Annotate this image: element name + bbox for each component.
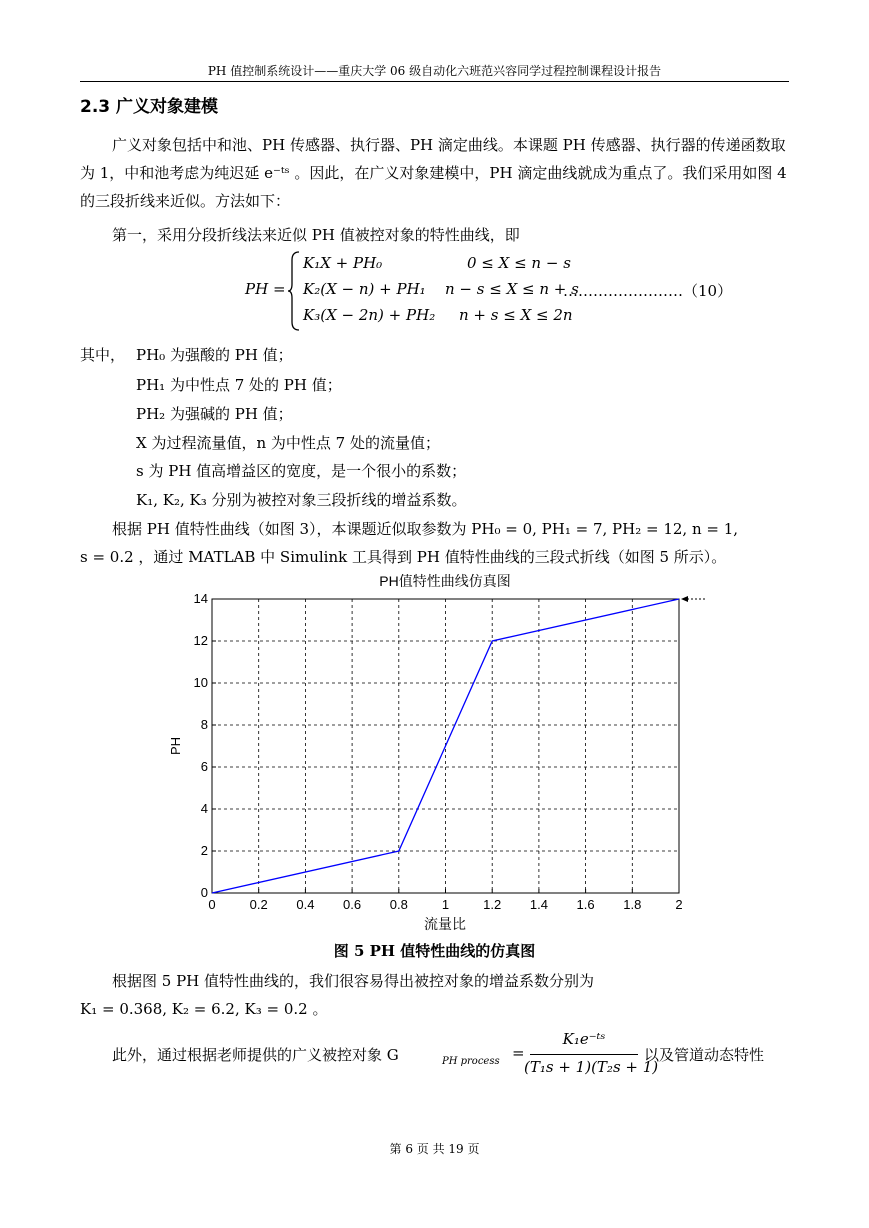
equation-row-3-cond: n + s ≤ X ≤ 2n bbox=[459, 306, 573, 324]
header-rule bbox=[80, 81, 789, 82]
x-tick-label: 0.6 bbox=[343, 897, 362, 912]
y-tick-label: 14 bbox=[193, 591, 208, 606]
where-item-s: s 为 PH 值高增益区的宽度，是一个很小的系数； bbox=[136, 462, 467, 480]
paragraph-intro: 广义对象包括中和池、PH 传感器、执行器、PH 滴定曲线。本课题 PH 传感器、执行器的传递函数取为 1，中和池考虑为纯迟延 e⁻ᵗˢ 。因此，在广义对象建模中，PH 滴定曲线就成为重点了。我们采用如图 4 的三段折线来近似。方法如下： bbox=[80, 136, 787, 210]
where-item-ph1: PH₁ 为中性点 7 处的 PH 值； bbox=[136, 376, 342, 394]
paragraph-gains-line1: 根据图 5 PH 值特性曲线的，我们很容易得出被控对象的增益系数分别为 bbox=[112, 972, 595, 990]
equation-number: ……………………（10） bbox=[563, 282, 733, 300]
ph-characteristic-chart bbox=[160, 566, 720, 936]
equation-lhs: PH = bbox=[245, 280, 286, 298]
y-tick-label: 12 bbox=[193, 633, 208, 648]
paragraph-gains-line2: K₁ = 0.368, K₂ = 6.2, K₃ = 0.2 。 bbox=[80, 1000, 328, 1018]
equation-row-1-cond: 0 ≤ X ≤ n − s bbox=[467, 254, 571, 272]
where-lead: 其中， bbox=[80, 346, 126, 364]
chart-ticks bbox=[194, 591, 683, 912]
equation-row-1-expr: K₁X + PH₀ bbox=[303, 254, 383, 272]
x-tick-label: 0.8 bbox=[389, 897, 408, 912]
piecewise-equation bbox=[245, 250, 790, 332]
section-title: 2.3 广义对象建模 bbox=[80, 97, 219, 117]
tf-numerator: K₁e⁻ᵗˢ bbox=[562, 1030, 606, 1048]
left-brace-icon bbox=[287, 250, 301, 332]
equation-row-3-expr: K₃(X − 2n) + PH₂ bbox=[303, 306, 436, 324]
paragraph-params-line2: s = 0.2 ，通过 MATLAB 中 Simulink 工具得到 PH 值特性曲线的三段式折线（如图 5 所示）。 bbox=[80, 548, 727, 566]
equation-row-2-expr: K₂(X − n) + PH₁ bbox=[303, 280, 426, 298]
where-item-k: K₁, K₂, K₃ 分别为被控对象三段折线的增益系数。 bbox=[136, 491, 467, 509]
x-tick-label: 1.4 bbox=[529, 897, 548, 912]
annotation-arrow-head-icon bbox=[681, 596, 688, 602]
x-tick-label: 1.2 bbox=[483, 897, 502, 912]
transfer-function-line bbox=[112, 1030, 792, 1090]
where-item-x: X 为过程流量值，n 为中性点 7 处的流量值； bbox=[136, 434, 440, 452]
y-tick-label: 4 bbox=[200, 801, 208, 816]
y-tick-label: 0 bbox=[200, 885, 208, 900]
equation-row-2-cond: n − s ≤ X ≤ n + s bbox=[445, 280, 579, 298]
x-tick-label: 0.2 bbox=[249, 897, 268, 912]
y-tick-label: 2 bbox=[200, 843, 208, 858]
tf-suffix: 以及管道动态特性 bbox=[644, 1046, 765, 1064]
x-tick-label: 2 bbox=[675, 897, 683, 912]
tf-denominator: (T₁s + 1)(T₂s + 1) bbox=[524, 1058, 659, 1076]
y-tick-label: 6 bbox=[200, 759, 208, 774]
figure-caption: 图 5 PH 值特性曲线的仿真图 bbox=[333, 942, 536, 960]
x-tick-label: 1.8 bbox=[623, 897, 642, 912]
paragraph-params-line1: 根据 PH 值特性曲线（如图 3），本课题近似取参数为 PH₀ = 0, PH₁ = 7, PH₂ = 12, n = 1, bbox=[112, 520, 739, 538]
tf-fraction-bar bbox=[530, 1054, 638, 1055]
chart-x-axis-label: 流量比 bbox=[424, 916, 466, 932]
x-tick-label: 1.6 bbox=[576, 897, 595, 912]
page-header: PH 值控制系统设计——重庆大学 06 级自动化六班范兴容同学过程控制课程设计报告 bbox=[207, 64, 662, 78]
page-footer: 第 6 页 共 19 页 bbox=[389, 1142, 480, 1156]
where-item-ph2: PH₂ 为强碱的 PH 值； bbox=[136, 405, 293, 423]
chart-y-axis-label: PH bbox=[168, 736, 183, 756]
tf-subscript: PH process bbox=[442, 1056, 500, 1067]
y-tick-label: 8 bbox=[200, 717, 208, 732]
paragraph-method: 第一，采用分段折线法来近似 PH 值被控对象的特性曲线，即 bbox=[112, 226, 520, 244]
x-tick-label: 1 bbox=[441, 897, 450, 912]
y-tick-label: 10 bbox=[193, 675, 208, 690]
tf-prefix: 此外，通过根据老师提供的广义被控对象 G bbox=[112, 1046, 399, 1064]
chart-title: PH值特性曲线仿真图 bbox=[379, 573, 511, 589]
chart-annotation-arrow bbox=[681, 596, 705, 602]
where-item-ph0: PH₀ 为强酸的 PH 值； bbox=[136, 346, 293, 364]
x-tick-label: 0 bbox=[208, 897, 216, 912]
x-tick-label: 0.4 bbox=[296, 897, 315, 912]
tf-equals: = bbox=[512, 1044, 525, 1062]
